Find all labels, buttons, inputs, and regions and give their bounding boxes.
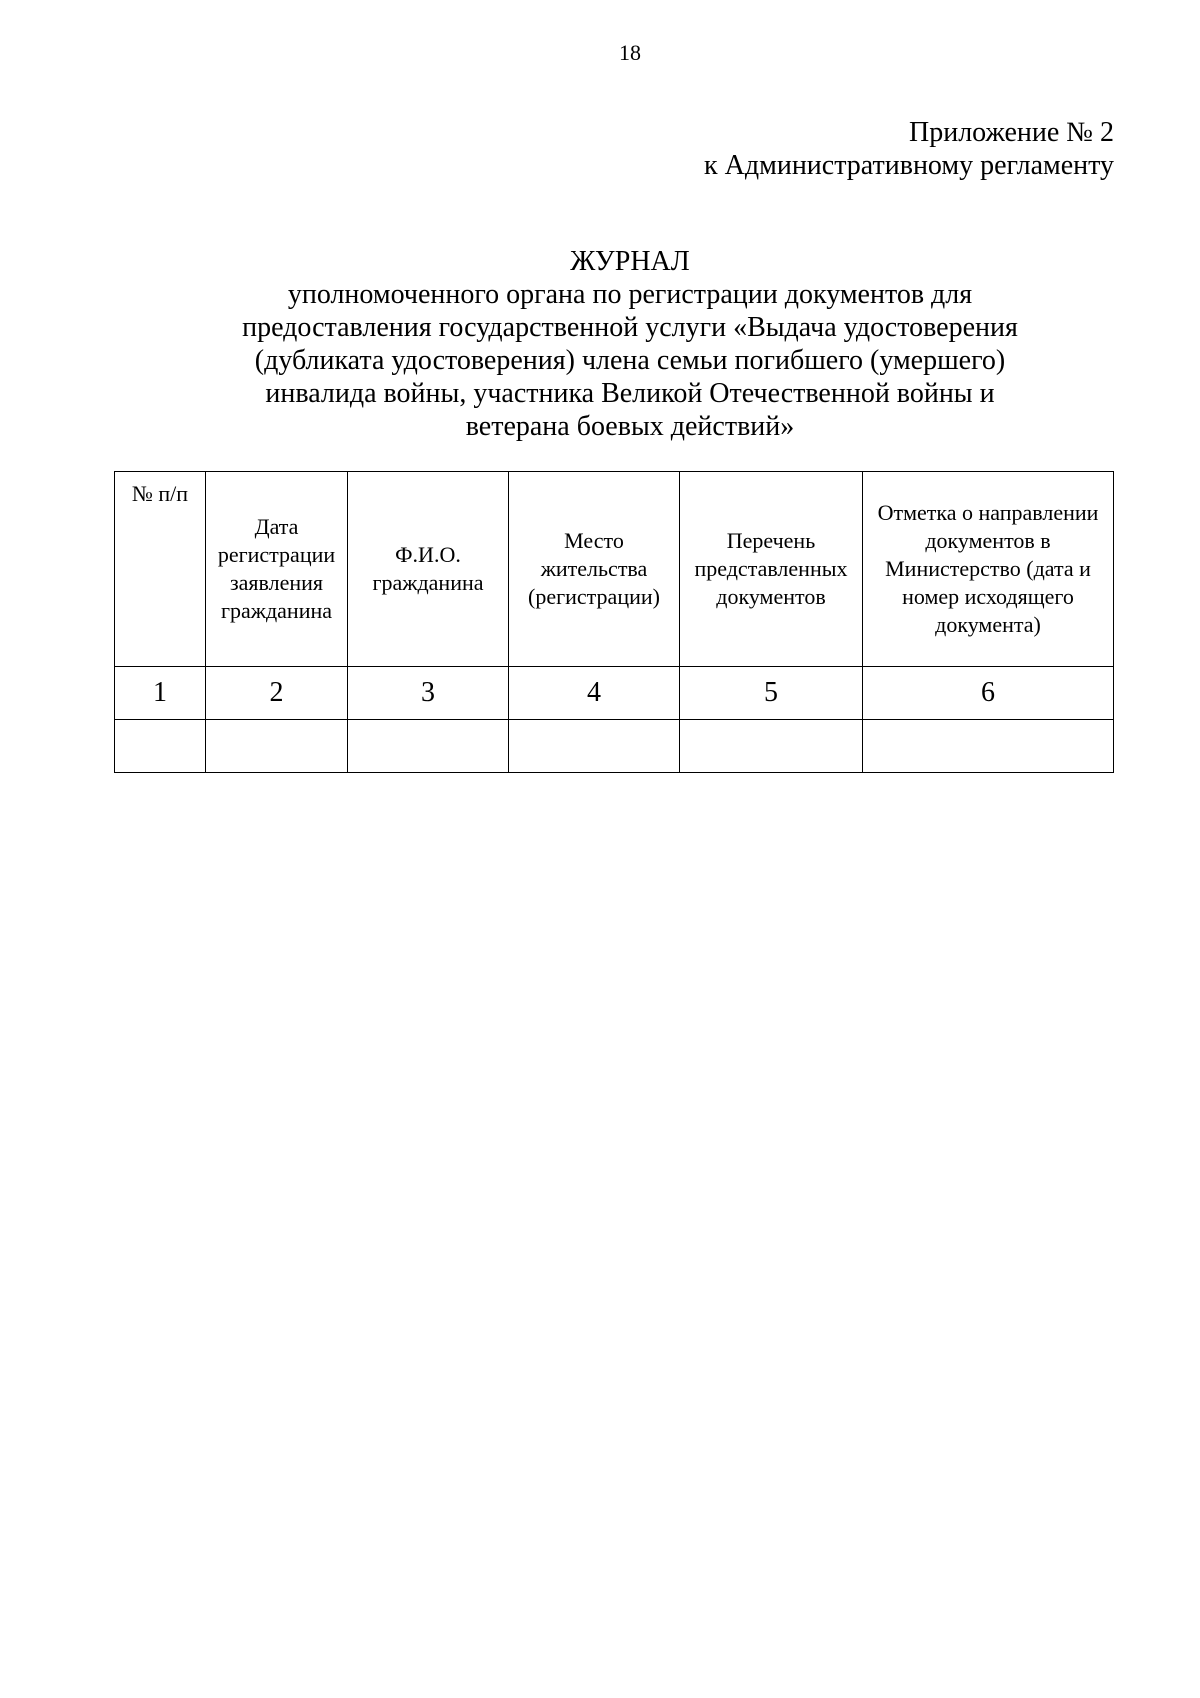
table-row — [115, 720, 1114, 773]
column-number-cell: 1 — [115, 667, 206, 720]
header-cell-number: № п/п — [115, 472, 206, 667]
column-number-cell: 6 — [863, 667, 1114, 720]
table-cell — [509, 720, 680, 773]
header-cell-registration-date: Дата регистрации заявления гражданина — [206, 472, 348, 667]
header-cell-residence: Место жительства (регистрации) — [509, 472, 680, 667]
appendix-reference — [704, 116, 1114, 182]
journal-subtitle: уполномоченного органа по регистрации документов для предоставления государственной услуги «Выдача удостоверения (дубликата удостоверения) члена семьи погибшего (умершего) инвалида войны, участника Великой Отечественной войны и ветерана боевых действий» — [242, 279, 1018, 442]
table-cell — [863, 720, 1114, 773]
page-number: 18 — [619, 40, 641, 65]
table-header-row — [115, 472, 1114, 667]
table-cell — [115, 720, 206, 773]
appendix-line-1: Приложение № 2 — [909, 117, 1114, 148]
header-cell-documents-list: Перечень представленных документов — [680, 472, 863, 667]
appendix-line-2: к Административному регламенту — [704, 150, 1114, 181]
header-cell-full-name: Ф.И.О. гражданина — [348, 472, 509, 667]
journal-table — [114, 471, 1114, 773]
table-cell — [348, 720, 509, 773]
header-cell-ministry-mark: Отметка о направлении документов в Министерство (дата и номер исходящего документа) — [863, 472, 1114, 667]
column-number-cell: 4 — [509, 667, 680, 720]
column-number-cell: 2 — [206, 667, 348, 720]
column-number-cell: 3 — [348, 667, 509, 720]
table-cell — [680, 720, 863, 773]
column-number-cell: 5 — [680, 667, 863, 720]
table-cell — [206, 720, 348, 773]
journal-title: ЖУРНАЛ — [570, 246, 690, 277]
table-column-numbers-row — [115, 667, 1114, 720]
